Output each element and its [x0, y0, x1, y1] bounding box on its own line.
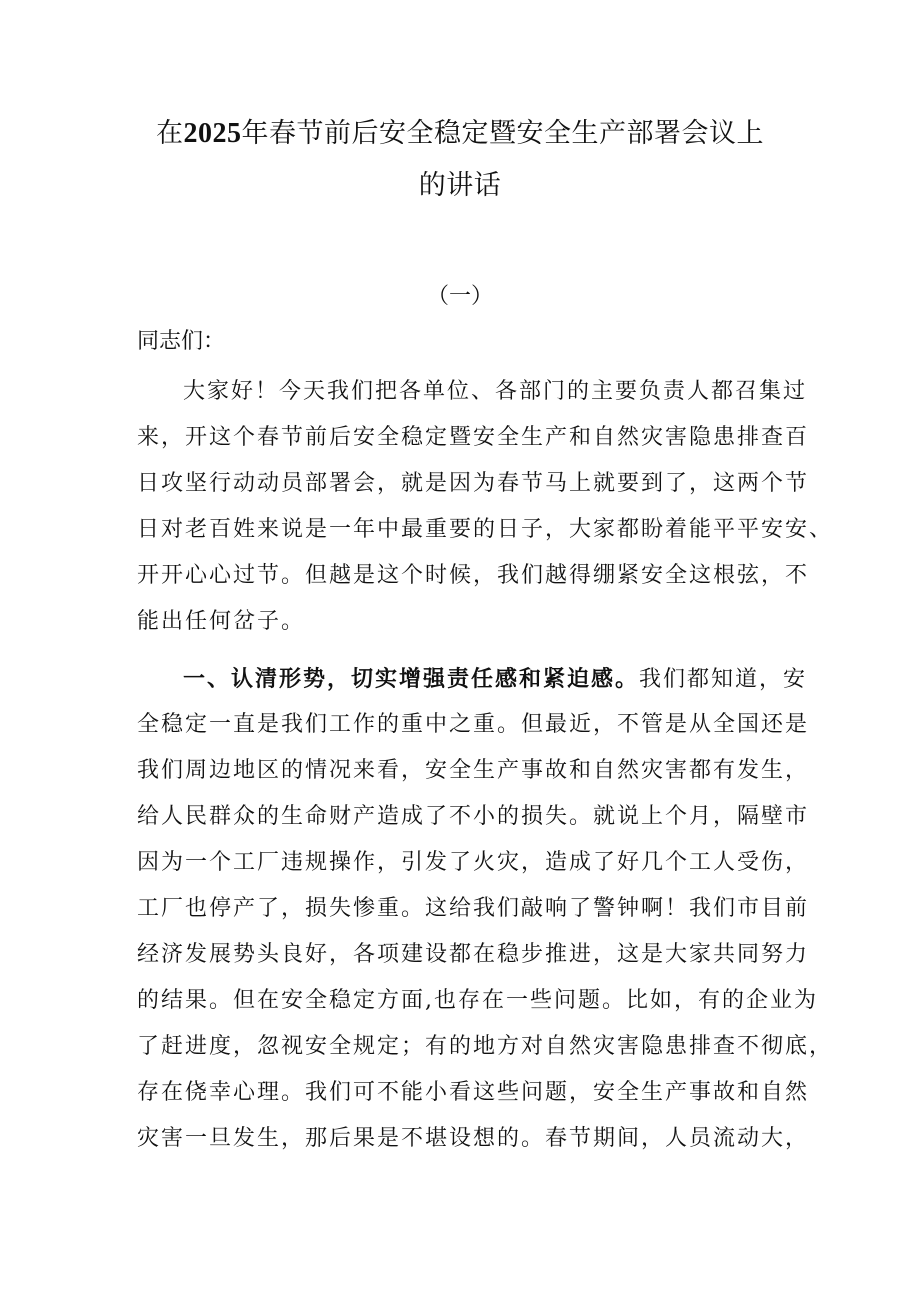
- paragraph-line: 了赶进度，忽视安全规定；有的地方对自然灾害隐患排查不彻底，: [137, 1034, 834, 1059]
- paragraph-line: 存在侥幸心理。我们可不能小看这些问题，安全生产事故和自然: [137, 1080, 810, 1105]
- paragraph-line: 全稳定一直是我们工作的重中之重。但最近，不管是从全国还是: [137, 712, 810, 737]
- paragraph-1: [137, 369, 834, 645]
- paragraph-line: 来，开这个春节前后安全稳定暨安全生产和自然灾害隐患排查百: [137, 425, 810, 450]
- paragraph-line-rest: 我们都知道，安: [639, 667, 808, 692]
- paragraph-line: 我们周边地区的情况来看，安全生产事故和自然灾害都有发生，: [137, 758, 810, 783]
- paragraph-line: 因为一个工厂违规操作，引发了火灾，造成了好几个工人受伤，: [137, 850, 810, 875]
- paragraph-line: 灾害一旦发生，那后果是不堪设想的。春节期间，人员流动大，: [137, 1126, 810, 1151]
- paragraph-line: 的结果。但在安全稳定方面,也存在一些问题。比如，有的企业为: [137, 988, 818, 1013]
- paragraph-line: 日对老百姓来说是一年中最重要的日子，大家都盼着能平平安安、: [137, 517, 834, 542]
- title-prefix: 在: [156, 118, 184, 149]
- paragraph-2: [137, 656, 834, 1162]
- paragraph-line: 经济发展势头良好，各项建设都在稳步推进，这是大家共同努力: [137, 942, 810, 967]
- document-title-line-1: [130, 120, 790, 148]
- paragraph-first-line: [137, 656, 808, 702]
- title-suffix: 年春节前后安全稳定暨安全生产部署会议上: [241, 118, 764, 149]
- section-number: （一）: [426, 284, 493, 309]
- paragraph-line: 能出任何岔子。: [137, 609, 306, 634]
- salutation: 同志们：: [137, 329, 226, 354]
- paragraph-line: 给人民群众的生命财产造成了不小的损失。就说上个月，隔壁市: [137, 804, 810, 829]
- paragraph-line: 大家好！今天我们把各单位、各部门的主要负责人都召集过: [183, 379, 808, 404]
- paragraph-line: 工厂也停产了，损失惨重。这给我们敲响了警钟啊！我们市目前: [137, 896, 810, 921]
- section-heading: 一、认清形势，切实增强责任感和紧迫感。: [183, 666, 640, 692]
- document-title-line-2: 的讲话: [418, 170, 502, 201]
- paragraph-line: 日攻坚行动动员部署会，就是因为春节马上就要到了，这两个节: [137, 471, 810, 496]
- title-year: 2025: [183, 118, 242, 149]
- paragraph-line: 开开心心过节。但越是这个时候，我们越得绷紧安全这根弦，不: [137, 563, 810, 588]
